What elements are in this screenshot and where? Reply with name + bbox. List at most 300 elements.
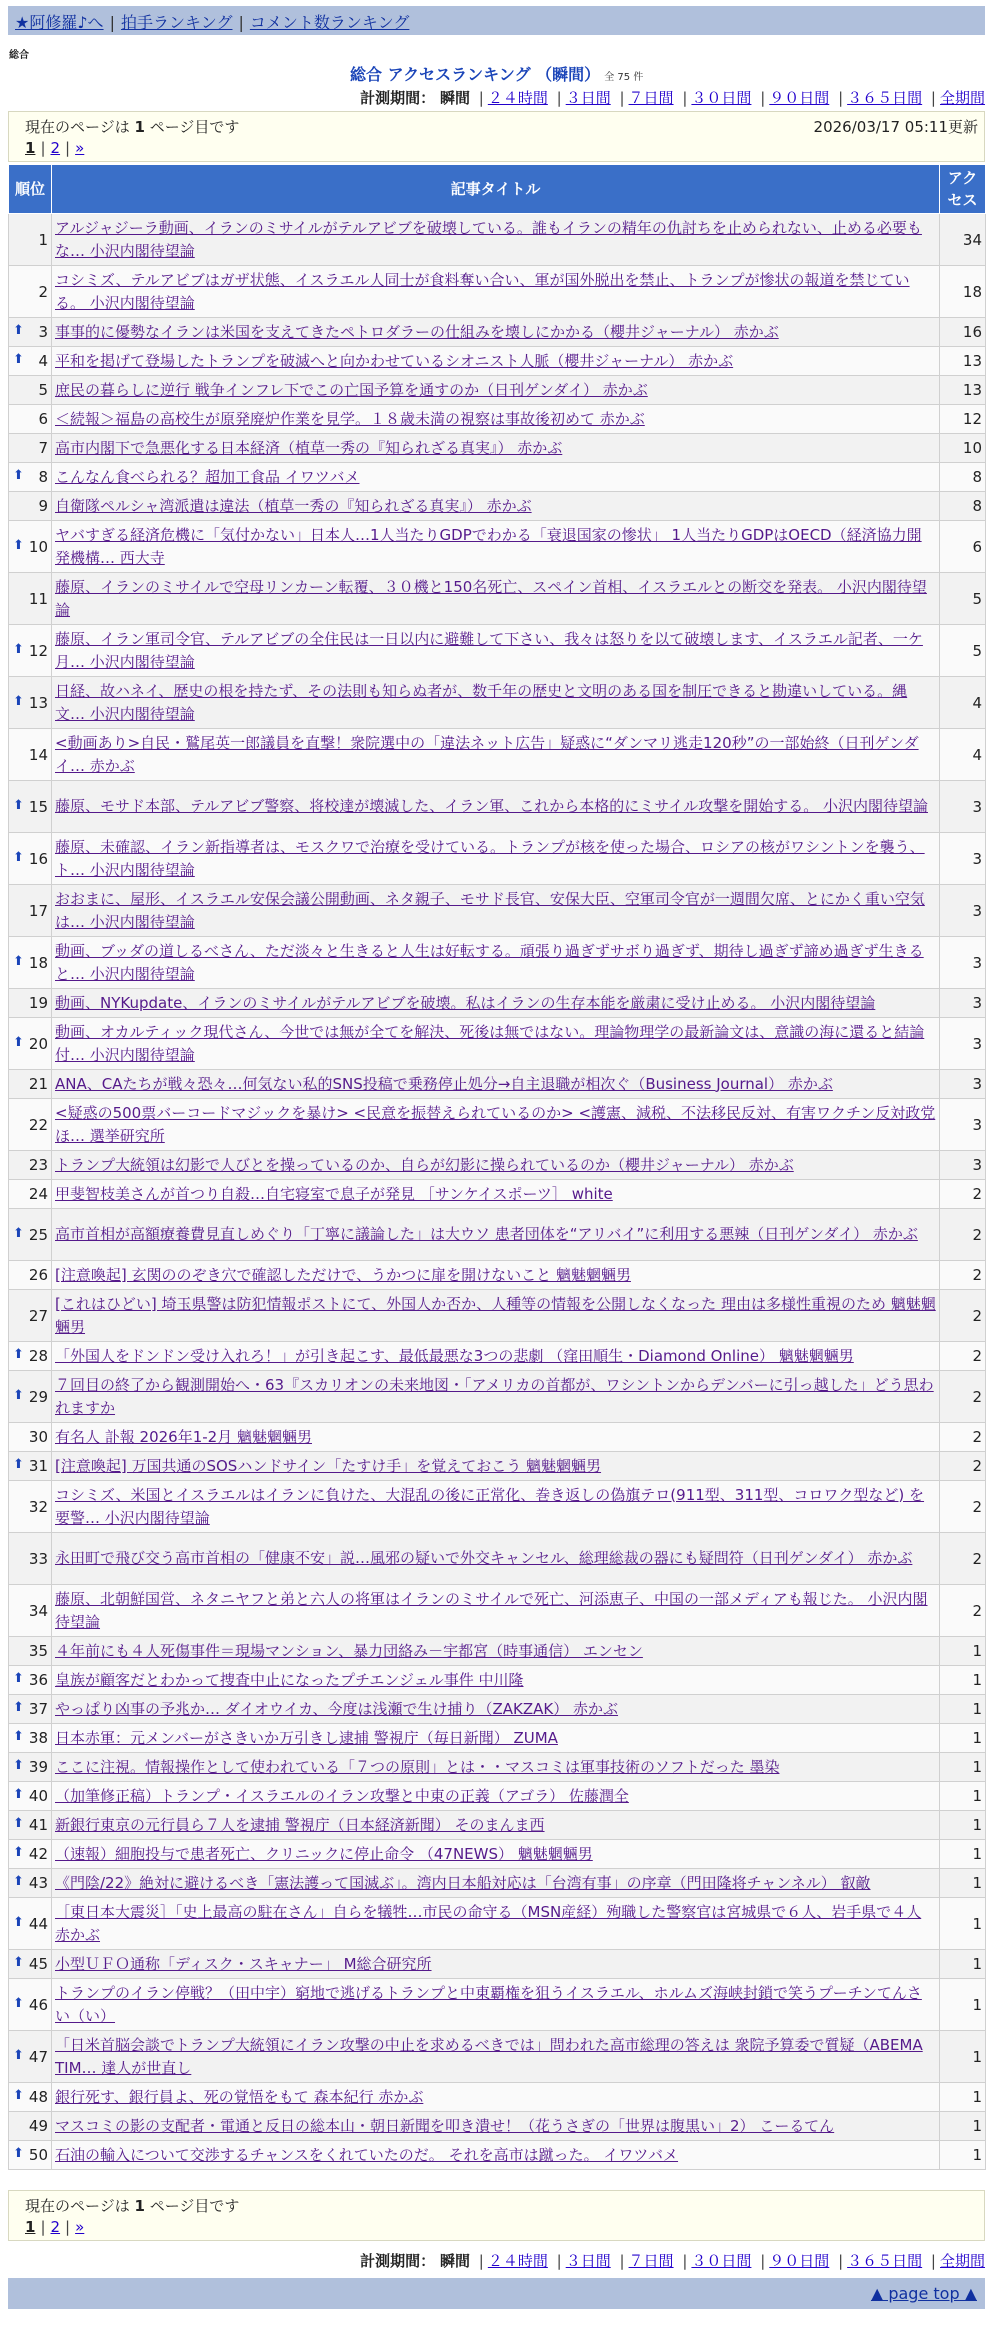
period-current: 瞬間 — [439, 2252, 470, 2270]
title-cell — [52, 492, 940, 521]
table-row — [9, 1099, 986, 1151]
title-cell — [52, 1371, 940, 1423]
article-title-link[interactable]: 藤原、イラン軍司令官、テルアビブの全住民は一日以内に避難して下さい、我々は怒りを以て破壊します、イスラエル記者、一ケ月… 小沢内閣待望論 — [55, 629, 923, 671]
article-title-link[interactable]: ヤバすぎる経済危機に「気付かない」日本人…1人当たりGDPでわかる「衰退国家の惨状」 1人当たりGDPはOECD（経済協力開発機構… 西大寺 — [55, 525, 922, 567]
table-row — [9, 1753, 986, 1782]
access-count: 3 — [940, 937, 986, 989]
rank-up-arrow-icon: ⬆ — [13, 323, 24, 338]
rank-cell — [9, 885, 52, 937]
article-title-link[interactable]: ［東日本大震災］「史上最高の駐在さん」自らを犠牲…市民の命守る（MSN産経）殉職した警察官は宮城県で６人、岩手県で４人 赤かぶ — [55, 1902, 922, 1944]
header-rank: 順位 — [9, 165, 52, 214]
rank-number: 36 — [28, 1671, 48, 1689]
table-row — [9, 1637, 986, 1666]
period-link-7d[interactable]: ７日間 — [628, 2252, 674, 2270]
pager-separator: | — [65, 2218, 71, 2236]
access-count: 2 — [940, 1452, 986, 1481]
rank-up-arrow-icon: ⬆ — [13, 2088, 24, 2103]
article-title-link[interactable]: 小型ＵＦＯ通称「ディスク・スキャナー」 M総合研究所 — [55, 1954, 432, 1973]
table-row — [9, 989, 986, 1018]
rank-cell — [9, 1898, 52, 1950]
page-info-box-bottom — [8, 2190, 985, 2241]
table-row — [9, 376, 986, 405]
period-separator: | — [556, 2252, 562, 2270]
period-separator: | — [478, 2252, 484, 2270]
title-cell — [52, 1290, 940, 1342]
article-title-link[interactable]: 動画、オカルティック現代さん、今世では無が全てを解決、死後は無ではない。理論物理学の最新論文は、意識の海に還ると結論付… 小沢内閣待望論 — [55, 1022, 925, 1064]
title-cell — [52, 1209, 940, 1261]
period-separator: | — [760, 2252, 766, 2270]
title-cell — [52, 781, 940, 833]
page-top-link[interactable]: ▲ page top ▲ — [870, 2284, 977, 2303]
table-row — [9, 1151, 986, 1180]
article-title-link[interactable]: 日本赤軍：元メンバーがさきいか万引きし逮捕 警視庁（毎日新聞） ZUMA — [55, 1728, 558, 1747]
rank-cell — [9, 729, 52, 781]
article-title-link[interactable]: コシミズ、米国とイスラエルはイランに負けた、大混乱の後に正常化、巻き返しの偽旗テロ(911型、311型、コロワク型など) を要警… 小沢内閣待望論 — [55, 1485, 925, 1527]
table-row — [9, 781, 986, 833]
nav-link-comment-ranking[interactable]: コメント数ランキング — [249, 13, 410, 32]
rank-cell — [9, 677, 52, 729]
period-selector-bottom — [360, 2250, 985, 2271]
rank-cell — [9, 937, 52, 989]
nav-link-applause-ranking[interactable]: 拍手ランキング — [120, 13, 233, 32]
article-title-link[interactable]: <動画あり>自民・鷲尾英一郎議員を直撃！衆院選中の「違法ネット広告」疑惑に“ダンマリ逃走120秒”の一部始終（日刊ゲンダイ… 赤かぶ — [55, 733, 919, 775]
rank-number: 29 — [28, 1387, 48, 1406]
rank-cell — [9, 1423, 52, 1452]
period-link-3d[interactable]: ３日間 — [565, 89, 611, 107]
table-row — [9, 1290, 986, 1342]
rank-number: 2 — [38, 282, 48, 301]
pager-next-link[interactable]: » — [75, 139, 85, 157]
rank-cell — [9, 989, 52, 1018]
access-count: 1 — [940, 1782, 986, 1811]
rank-up-arrow-icon: ⬆ — [13, 352, 24, 367]
rank-number: 26 — [28, 1266, 48, 1284]
title-cell — [52, 2112, 940, 2141]
title-cell — [52, 1898, 940, 1950]
title-cell — [52, 2083, 940, 2112]
access-count: 12 — [940, 405, 986, 434]
table-row — [9, 405, 986, 434]
title-cell — [52, 937, 940, 989]
page-info-suffix: ページ目です — [149, 2197, 240, 2215]
title-cell — [52, 1342, 940, 1371]
article-title-link[interactable]: 皇族が顧客だとわかって捜査中止になったプチエンジェル事件 中川隆 — [55, 1670, 524, 1689]
rank-up-arrow-icon: ⬆ — [13, 1729, 24, 1744]
rank-cell — [9, 1261, 52, 1290]
rank-number: 12 — [28, 641, 48, 660]
rank-number: 7 — [38, 439, 48, 457]
rank-number: 31 — [28, 1457, 48, 1475]
rank-cell — [9, 1180, 52, 1209]
table-row — [9, 1666, 986, 1695]
article-title-link[interactable]: [注意喚起] 万国共通のSOSハンドサイン「たすけ手」を覚えておこう 魑魅魍魎男 — [55, 1456, 602, 1475]
period-link-3d[interactable]: ３日間 — [565, 2252, 611, 2270]
article-title-link[interactable]: おおまに、屋形、イスラエル安保会議公開動画、ネタ親子、モサド長官、安保大臣、空軍司令官が一週間欠席、とにかく重い空気は… 小沢内閣待望論 — [55, 889, 925, 931]
access-count: 3 — [940, 1151, 986, 1180]
access-count: 2 — [940, 1209, 986, 1261]
nav-separator: | — [238, 13, 244, 32]
nav-link-ashura-home[interactable]: ★阿修羅♪へ — [15, 13, 104, 32]
rank-cell — [9, 1637, 52, 1666]
period-current: 瞬間 — [439, 89, 470, 107]
title-cell — [52, 1533, 940, 1585]
rank-number: 30 — [28, 1428, 48, 1446]
access-count: 2 — [940, 1481, 986, 1533]
rank-number: 3 — [38, 323, 48, 341]
title-cell — [52, 1481, 940, 1533]
title-cell — [52, 1018, 940, 1070]
table-row — [9, 625, 986, 677]
rank-up-arrow-icon: ⬆ — [13, 1914, 24, 1930]
period-selector-top — [360, 87, 985, 108]
rank-number: 8 — [38, 468, 48, 486]
article-title-link[interactable]: トランプ大統領は幻影で人びとを操っているのか、自らが幻影に操られているのか（櫻井ジャーナル） 赤かぶ — [55, 1155, 794, 1174]
article-title-link[interactable]: 藤原、北朝鮮国営、ネタニヤフと弟と六人の将軍はイランのミサイルで死亡、河添恵子、中国の一部メディアも報じた。 小沢内閣待望論 — [55, 1589, 928, 1631]
access-count: 1 — [940, 1753, 986, 1782]
access-count: 4 — [940, 729, 986, 781]
pager-next-link[interactable]: » — [75, 2218, 85, 2236]
article-title-link[interactable]: 動画、NYKupdate、イランのミサイルがテルアビブを破壊。私はイランの生存本能を厳粛に受け止める。 小沢内閣待望論 — [55, 993, 876, 1012]
article-title-link[interactable]: [注意喚起] 玄関ののぞき穴で確認しただけで、うかつに扉を開けないこと 魑魅魍魎男 — [55, 1265, 631, 1284]
page-info-number: 1 — [134, 118, 145, 136]
rank-number: 11 — [28, 589, 48, 608]
title-cell — [52, 1452, 940, 1481]
article-title-link[interactable]: アルジャジーラ動画、イランのミサイルがテルアビブを破壊している。誰もイランの精年の仇討ちを止められない、止める必要もな… 小沢内閣待望論 — [55, 218, 922, 260]
table-row — [9, 937, 986, 989]
page-info-prefix: 現在のページは — [25, 118, 130, 136]
title-cell — [52, 1782, 940, 1811]
page-info — [25, 116, 239, 137]
rank-up-arrow-icon: ⬆ — [13, 1700, 24, 1715]
article-title-link[interactable]: 日経、故ハネイ、歴史の根を持たず、その法則も知らぬ者が、数千年の歴史と文明のある国を制圧できると勘違いしている。縄文… 小沢内閣待望論 — [55, 681, 908, 723]
rank-cell — [9, 492, 52, 521]
access-count: 1 — [940, 1666, 986, 1695]
article-title-link[interactable]: <疑惑の500票バーコードマジックを暴け> <民意を振替えられているのか> <護憲、減税、不法移民反対、有害ワクチン反対政党ほ… 選挙研究所 — [55, 1103, 936, 1145]
article-title-link[interactable]: ＜続報＞福島の高校生が原発廃炉作業を見学。１８歳未満の視察は事故後初めて 赤かぶ — [55, 409, 645, 428]
rank-up-arrow-icon: ⬆ — [13, 1816, 24, 1831]
article-title-link[interactable]: （加筆修正稿）トランプ・イスラエルのイラン攻撃と中東の正義（アゴラ） 佐藤潤全 — [55, 1786, 629, 1805]
period-separator: | — [760, 89, 766, 107]
rank-number: 14 — [28, 745, 48, 764]
article-title-link[interactable]: （速報）細胞投与で患者死亡、クリニックに停止命令 （47NEWS） 魑魅魍魎男 — [55, 1844, 593, 1863]
table-row — [9, 1782, 986, 1811]
rank-cell — [9, 463, 52, 492]
rank-cell — [9, 1481, 52, 1533]
rank-up-arrow-icon: ⬆ — [13, 1457, 24, 1472]
rank-up-arrow-icon: ⬆ — [13, 1387, 24, 1403]
period-link-30d[interactable]: ３０日間 — [691, 2252, 752, 2270]
period-link-30d[interactable]: ３０日間 — [691, 89, 752, 107]
category-label: 総合 — [9, 50, 29, 61]
rank-number: 21 — [28, 1075, 48, 1093]
rank-number: 40 — [28, 1787, 48, 1805]
table-row — [9, 1070, 986, 1099]
pager-page-2-link[interactable]: 2 — [50, 2218, 61, 2236]
rank-number: 44 — [28, 1914, 48, 1933]
pager-separator: | — [65, 139, 71, 157]
period-link-all[interactable]: 全期間 — [939, 2252, 985, 2270]
access-count: 1 — [940, 1950, 986, 1979]
table-row — [9, 521, 986, 573]
title-cell — [52, 833, 940, 885]
title-cell — [52, 1695, 940, 1724]
title-cell — [52, 1585, 940, 1637]
access-count: 2 — [940, 1423, 986, 1452]
table-row — [9, 885, 986, 937]
rank-number: 6 — [38, 410, 48, 428]
period-link-all[interactable]: 全期間 — [939, 89, 985, 107]
access-count: 1 — [940, 2083, 986, 2112]
rank-cell — [9, 1099, 52, 1151]
rank-number: 16 — [28, 849, 48, 868]
access-count: 2 — [940, 1342, 986, 1371]
rank-cell — [9, 1342, 52, 1371]
article-title-link[interactable]: こんなん食べられる？超加工食品 イワツバメ — [55, 467, 360, 486]
rank-number: 5 — [38, 381, 48, 399]
access-count: 1 — [940, 1695, 986, 1724]
rank-number: 1 — [38, 230, 48, 249]
rank-cell — [9, 1151, 52, 1180]
title-cell — [52, 1637, 940, 1666]
table-row — [9, 434, 986, 463]
access-count: 18 — [940, 266, 986, 318]
article-title-link[interactable]: 「日米首脳会談でトランプ大統領にイラン攻撃の中止を求めるべきでは」問われた高市総理の答えは 衆院予算委で質疑（ABEMA TIM… 達人が世直し — [55, 2035, 923, 2077]
rank-number: 28 — [28, 1347, 48, 1365]
rank-number: 15 — [28, 797, 48, 816]
article-title-link[interactable]: コシミズ、テルアビブはガザ状態、イスラエル人同士が食料奪い合い、軍が国外脱出を禁止、トランプが惨状の報道を禁じている。 小沢内閣待望論 — [55, 270, 910, 312]
title-cell — [52, 1811, 940, 1840]
title-cell — [52, 1869, 940, 1898]
table-row — [9, 1840, 986, 1869]
rank-cell — [9, 2141, 52, 2170]
rank-number: 25 — [28, 1225, 48, 1244]
article-title-link[interactable]: 高市内閣下で急悪化する日本経済（植草一秀の『知られざる真実』） 赤かぶ — [55, 438, 563, 457]
pager-separator: | — [40, 139, 46, 157]
title-cell — [52, 1151, 940, 1180]
article-title-link[interactable]: 甲斐智枝美さんが首つり自殺…自宅寝室で息子が発見 ［サンケイスポーツ］ white — [55, 1184, 613, 1203]
article-title-link[interactable]: 平和を掲げて登場したトランプを破滅へと向かわせているシオニスト人脈（櫻井ジャーナル） 赤かぶ — [55, 351, 734, 370]
title-cell — [52, 1180, 940, 1209]
period-link-365d[interactable]: ３６５日間 — [847, 2252, 923, 2270]
rank-number: 4 — [38, 352, 48, 370]
access-count: 16 — [940, 318, 986, 347]
title-cell — [52, 625, 940, 677]
rank-number: 22 — [28, 1115, 48, 1134]
period-link-365d[interactable]: ３６５日間 — [847, 89, 923, 107]
table-row — [9, 1180, 986, 1209]
total-count: 全 75 件 — [604, 72, 644, 83]
article-title-link[interactable]: トランプのイラン停戦？（田中宇）窮地で逃げるトランプと中東覇権を狙うイスラエル、ホルムズ海峡封鎖で笑うプーチンてんさい（い） — [55, 1983, 922, 2025]
article-title-link[interactable]: ４年前にも４人死傷事件＝現場マンション、暴力団絡み－宇都宮（時事通信） エンセン — [55, 1641, 643, 1660]
table-row — [9, 1371, 986, 1423]
access-count: 1 — [940, 2112, 986, 2141]
page-info — [25, 2195, 239, 2216]
rank-cell — [9, 1811, 52, 1840]
rank-cell — [9, 376, 52, 405]
rank-number: 38 — [28, 1729, 48, 1747]
rank-up-arrow-icon: ⬆ — [13, 468, 24, 483]
rank-up-arrow-icon: ⬆ — [13, 1671, 24, 1686]
rank-number: 37 — [28, 1700, 48, 1718]
article-title-link[interactable]: 動画、ブッダの道しるべさん、ただ淡々と生きると人生は好転する。頑張り過ぎずサボり過ぎず、期待し過ぎず諦め過ぎず生きると… 小沢内閣待望論 — [55, 941, 924, 983]
article-title-link[interactable]: 高市首相が高額療養費見直しめぐり「丁寧に議論した」は大ウソ 患者団体を“アリバイ”に利用する悪辣（日刊ゲンダイ） 赤かぶ — [55, 1225, 918, 1243]
rank-cell — [9, 573, 52, 625]
access-count: 2 — [940, 1290, 986, 1342]
rank-number: 24 — [28, 1185, 48, 1203]
pager-page-2-link[interactable]: 2 — [50, 139, 61, 157]
rank-up-arrow-icon: ⬆ — [13, 2146, 24, 2161]
article-title-link[interactable]: 自衛隊ペルシャ湾派遣は違法（植草一秀の『知られざる真実』） 赤かぶ — [55, 496, 532, 515]
title-cell — [52, 1261, 940, 1290]
rank-cell — [9, 1695, 52, 1724]
rank-number: 10 — [28, 537, 48, 556]
table-row — [9, 2083, 986, 2112]
article-title-link[interactable]: 石油の輸入について交渉するチャンスをくれていたのだ。 それを高市は蹴った。 イワツバメ — [55, 2145, 679, 2164]
rank-cell — [9, 1452, 52, 1481]
access-count: 3 — [940, 1018, 986, 1070]
article-title-link[interactable]: [これはひどい] 埼玉県警は防犯情報ポストにて、外国人か否か、人種等の情報を公開しなくなった 理由は多様性重視のため 魑魅魍魎男 — [55, 1294, 936, 1336]
access-count: 3 — [940, 1070, 986, 1099]
article-title-link[interactable]: 事事的に優勢なイランは米国を支えてきたペトロダラーの仕組みを壊しにかかる（櫻井ジャーナル） 赤かぶ — [55, 322, 779, 341]
period-link-24h[interactable]: ２４時間 — [487, 2252, 548, 2270]
title-cell — [52, 677, 940, 729]
article-title-link[interactable]: 藤原、イランのミサイルで空母リンカーン転覆、３０機と150名死亡、スペイン首相、イスラエルとの断交を発表。 小沢内閣待望論 — [55, 577, 927, 619]
access-count: 2 — [940, 1371, 986, 1423]
article-title-link[interactable]: 藤原、モサド本部、テルアビブ警察、将校達が壊滅した、イラン軍、これから本格的にミサイル攻撃を開始する。 小沢内閣待望論 — [55, 797, 928, 815]
period-link-90d[interactable]: ９０日間 — [769, 2252, 830, 2270]
rank-cell — [9, 625, 52, 677]
title-cell — [52, 885, 940, 937]
period-separator: | — [682, 2252, 688, 2270]
access-count: 3 — [940, 989, 986, 1018]
title-cell — [52, 347, 940, 376]
table-row — [9, 1979, 986, 2031]
rank-up-arrow-icon: ⬆ — [13, 797, 24, 813]
access-count: 34 — [940, 214, 986, 266]
access-count: 1 — [940, 1869, 986, 1898]
table-row — [9, 1018, 986, 1070]
rank-up-arrow-icon: ⬆ — [13, 1874, 24, 1889]
page-info-box-top — [8, 111, 985, 162]
rank-cell — [9, 1209, 52, 1261]
article-title-link[interactable]: やっぱり凶事の予兆か… ダイオウイカ、今度は浅瀬で生け捕り（ZAKZAK） 赤かぶ — [55, 1699, 619, 1718]
table-row — [9, 1452, 986, 1481]
article-title-link[interactable]: 新銀行東京の元行員ら７人を逮捕 警視庁（日本経済新聞） そのまんま西 — [55, 1815, 545, 1834]
period-link-90d[interactable]: ９０日間 — [769, 89, 830, 107]
article-title-link[interactable]: ７回目の終了から観測開始へ・63『スカリオンの未来地図・「アメリカの首都が、ワシントンからデンバーに引っ越した」どう思われますか — [55, 1375, 934, 1417]
rank-number: 9 — [38, 497, 48, 515]
page-info-suffix: ページ目です — [149, 118, 240, 136]
access-count: 3 — [940, 781, 986, 833]
title-cell — [52, 376, 940, 405]
pagination-bottom — [25, 2218, 84, 2236]
rank-cell — [9, 214, 52, 266]
table-row — [9, 833, 986, 885]
article-title-link[interactable]: 《門陰/22》絶対に避けるべき「憲法護って国滅ぶ」。湾内日本船対応は「台湾有事」の序章（門田隆将チャンネル） 叡敵 — [55, 1873, 871, 1892]
rank-cell — [9, 1018, 52, 1070]
article-title-link[interactable]: 「外国人をドンドン受け入れろ！」が引き起こす、最低最悪な3つの悲劇 （窪田順生・Diamond Online） 魑魅魍魎男 — [55, 1346, 854, 1365]
rank-number: 41 — [28, 1816, 48, 1834]
access-count: 2 — [940, 1180, 986, 1209]
title-cell — [52, 1423, 940, 1452]
title-cell — [52, 318, 940, 347]
table-row — [9, 1695, 986, 1724]
article-title-link[interactable]: 銀行死す、銀行員よ、死の覚悟をもて 森本紀行 赤かぶ — [55, 2087, 424, 2106]
pager-separator: | — [40, 2218, 46, 2236]
access-count: 2 — [940, 1533, 986, 1585]
rank-cell — [9, 521, 52, 573]
title-cell — [52, 214, 940, 266]
article-title-link[interactable]: 永田町で飛び交う高市首相の「健康不安」説…風邪の疑いで外交キャンセル、総理総裁の器にも疑問符（日刊ゲンダイ） 赤かぶ — [55, 1549, 913, 1567]
period-separator: | — [838, 89, 844, 107]
article-title-link[interactable]: 有名人 訃報 2026年1-2月 魑魅魍魎男 — [55, 1427, 312, 1446]
table-row — [9, 1950, 986, 1979]
rank-cell — [9, 266, 52, 318]
article-title-link[interactable]: マスコミの影の支配者・電通と反日の総本山・朝日新聞を叩き潰せ！（花うさぎの「世界は腹黒い」2） こーるてん — [55, 2116, 835, 2135]
rank-cell — [9, 434, 52, 463]
period-separator: | — [478, 89, 484, 107]
rank-number: 23 — [28, 1156, 48, 1174]
access-count: 1 — [940, 2141, 986, 2170]
page-info-prefix: 現在のページは — [25, 2197, 130, 2215]
header-access: アクセス — [940, 165, 986, 214]
access-count: 1 — [940, 1840, 986, 1869]
title-cell — [52, 1979, 940, 2031]
rank-up-arrow-icon: ⬆ — [13, 693, 24, 709]
rank-up-arrow-icon: ⬆ — [13, 1347, 24, 1362]
access-count: 10 — [940, 434, 986, 463]
access-count: 6 — [940, 521, 986, 573]
rank-cell — [9, 1724, 52, 1753]
rank-up-arrow-icon: ⬆ — [13, 641, 24, 657]
period-separator: | — [619, 89, 625, 107]
table-row — [9, 1342, 986, 1371]
rank-number: 20 — [28, 1034, 48, 1053]
page-title-text: 総合 アクセスランキング （瞬間） — [350, 65, 601, 84]
bottom-bar — [8, 2278, 985, 2309]
rank-cell — [9, 1371, 52, 1423]
rank-cell — [9, 1533, 52, 1585]
title-cell — [52, 1666, 940, 1695]
rank-up-arrow-icon: ⬆ — [13, 2047, 24, 2063]
period-separator: | — [930, 89, 936, 107]
table-row — [9, 573, 986, 625]
title-cell — [52, 2141, 940, 2170]
title-cell — [52, 405, 940, 434]
table-row — [9, 214, 986, 266]
period-link-7d[interactable]: ７日間 — [628, 89, 674, 107]
table-row — [9, 463, 986, 492]
table-row — [9, 266, 986, 318]
rank-number: 46 — [28, 1995, 48, 2014]
article-title-link[interactable]: 藤原、未確認、イラン新指導者は、モスクワで治療を受けている。トランプが核を使った場合、ロシアの核がワシントンを襲う、ト… 小沢内閣待望論 — [55, 837, 925, 879]
table-row — [9, 318, 986, 347]
rank-number: 48 — [28, 2088, 48, 2106]
period-link-24h[interactable]: ２４時間 — [487, 89, 548, 107]
rank-up-arrow-icon: ⬆ — [13, 953, 24, 969]
ranking-table — [8, 164, 986, 2170]
article-title-link[interactable]: ここに注視。情報操作として使われている「７つの原則」とは・・マスコミは軍事技術のソフトだった 墨染 — [55, 1757, 780, 1776]
article-title-link[interactable]: 庶民の暮らしに逆行 戦争インフレ下でこの亡国予算を通すのか（日刊ゲンダイ） 赤かぶ — [55, 380, 648, 399]
access-count: 3 — [940, 1099, 986, 1151]
access-count: 1 — [940, 1979, 986, 2031]
article-title-link[interactable]: ANA、CAたちが戦々恐々…何気ない私的SNS投稿で乗務停止処分→自主退職が相次ぐ（Business Journal） 赤かぶ — [55, 1074, 833, 1093]
table-row — [9, 1585, 986, 1637]
title-cell — [52, 989, 940, 1018]
nav-separator: | — [109, 13, 115, 32]
access-count: 8 — [940, 463, 986, 492]
rank-number: 19 — [28, 994, 48, 1012]
